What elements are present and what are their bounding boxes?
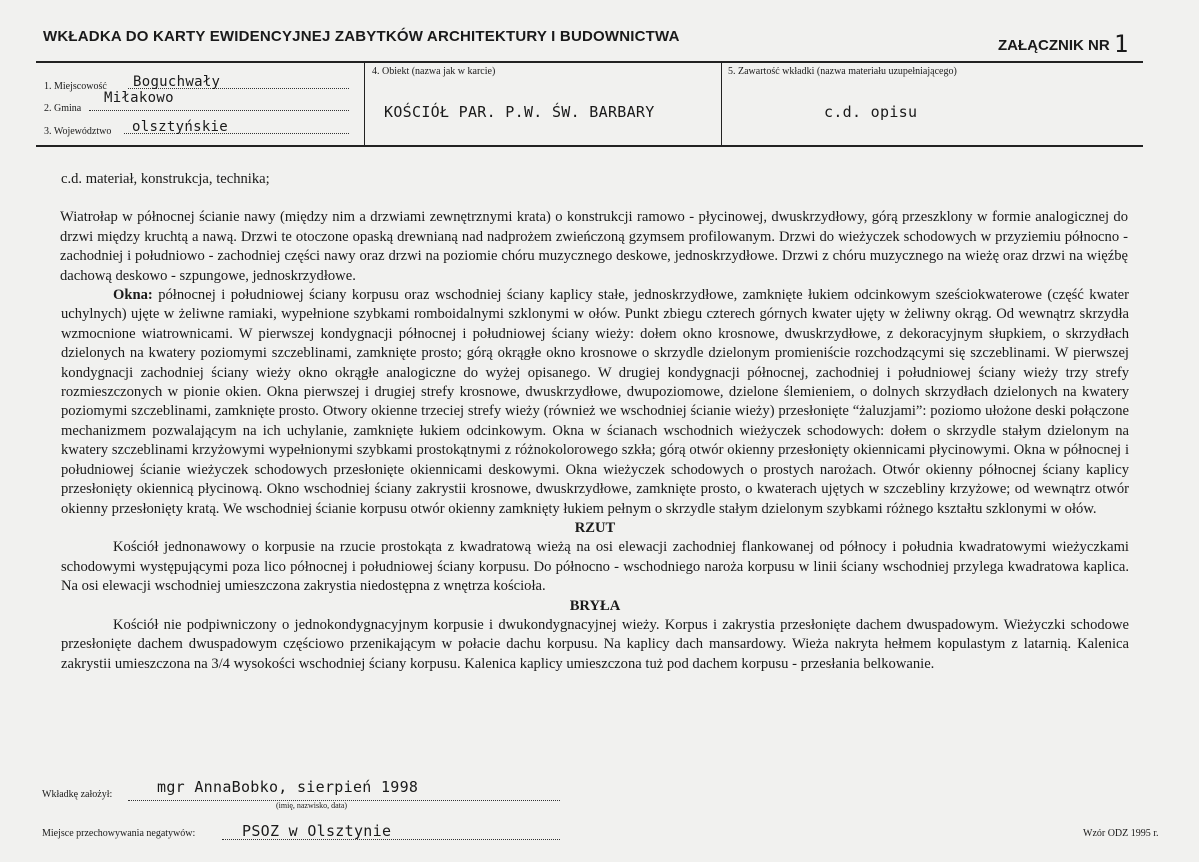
commune-field bbox=[44, 90, 349, 114]
intro-line: c.d. materiał, konstrukcja, technika; bbox=[61, 171, 270, 187]
content-label: 5. Zawartość wkładki (nazwa materiału uzupełniającego) bbox=[728, 66, 957, 77]
paragraph-bryla: Kościół nie podpiwniczony o jednokondygnacyjnym korpusie i dwukondygnacyjnej wieży. Korpus i zakrystia przesłonięte dachem dwuspadowym. Wieżyczki schodowe przesłonięte dachem dwuspadowym częściowo przenikającym w połacie dachu korpusu. Na kaplicy dach mansardowy. Wieża nakryta hełmem kopulastym z latarnią. Kalenica zakrystii umieszczona na 3/4 wysokości wschodniej ściany korpusu. Kalenica kaplicy umieszczona tuż pod dachem korpusu - przesłania belkowanie. bbox=[61, 616, 1129, 672]
paragraph-windows bbox=[61, 286, 1129, 519]
paragraph-rzut: Kościół jednonawowy o korpusie na rzucie prostokąta z kwadratową wieżą na osi elewacji zachodniej flankowanej od północy i południa kwadratowymi wieżyczkami schodowymi występującymi poza lico północnej i południowej ściany korpusu. Do północno - wschodniego naroża korpusu w linii ściany wschodniej przylega kwadratowa kaplica. Na osi elewacji wschodniej umieszczona zakrystia niedostępna z wnętrza kościoła. bbox=[61, 539, 1129, 595]
rzut-heading: RZUT bbox=[574, 519, 616, 536]
paragraph-doors: Wiatrołap w północnej ścianie nawy (między nim a drzwiami zewnętrznymi krata) o konstrukcji ramowo - płycinowej, dwuskrzydłowy, górą przeszklony w formie analogicznej do drzwi między kruchtą a nawą. Drzwi te otoczone opaską drewnianą nad nadprożem zwieńczoną gzymsem profilowanym. Drzwi do wieżyczek schodowych w przyziemiu północno - zachodniej i południowo - zachodniej części nawy oraz drzwi na poziomie chóru muzycznego deskowe, jednoskrzydłowe. Drzwi z chóru muzycznego na wieżę oraz drzwi na więźbę dachową deskowo - szpungowe, jednoskrzydłowe. bbox=[60, 209, 1128, 284]
commune-label: 2. Gmina bbox=[44, 103, 82, 114]
windows-text: północnej i południowej ściany korpusu oraz wschodniej ściany kaplicy stałe, jednoskrzydłowe, zamknięte łukiem odcinkowym sześciokwaterowe (część kwater uchylnych) ujęte w żeliwne ramiaki, wypełnione szybkami romboidalnymi szklonymi w ołów. Punkt zbiegu czterech górnych kwater ujęty w żeliwny okrąg. Od wewnątrz skrzydła wzmocnione wiatrownicami. W pierwszej kondygnacji północnej i południowej ściany wieży: dołem okno krosnowe, dwuskrzydłowe, z dekoracyjnym słupkiem, o skrzydłach dzielonych na kwatery poziomymi szczeblinami, zamknięte prosto; górą okrągłe okno krosnowe o skrzydle dzielonym promieniście rozchodzącymi się szczeblinami. W pierwszej kondygnacji zachodniej ściany wieży okno okrągłe analogiczne do wyżej opisanego. W drugiej kondygnacji północnej, zachodniej i południowej ściany wieży trzy strefy rozmieszczonych w pionie okien. Okna pierwszej i drugiej strefy krosnowe, dwuskrzydłowe, dwupoziomowe, dzielone ślemieniem, o dolnych skrzydłach dzielonych na kwatery poziomymi szczeblinami, zamknięte prosto. Otwory okienne trzeciej strefy wieży (również we wschodniej ścianie wieży) przesłonięte “żaluzjami”: poziomo ułożone deski połączone mechanizmem pozwalającym na ich uchylanie, zamknięte łukiem odcinkowym. Okna w ścianach wschodnich wieżyczek schodowych: dołem o skrzydle stałym dzielonym na kwatery szczeblinami krzyżowymi wypełnionymi szybkami prostokątnymi z różnokolorowego szkła; górą otwór okienny przesłonięty okiennicami płycinowymi. Okna w północnej i południowej ścianie wieżyczek schodowych przesłonięte okiennicami deskowymi. Okna wieżyczek schodowych o prostych narożach. Otwór okienny północnej ściany kaplicy przesłonięty okiennicą płycinową. Okno wschodniej ściany zakrystii krosnowe, dwuskrzydłowe, zamknięte prosto, o kwaterach ujętych w szczebliny krzyżowe; od wewnątrz otwór okienny przesłonięty kratą. We wschodniej ścianie korpusu otwór okienny zamknięty łukiem pełnym o skrzydle stałym dzielonym szybkami różnego kształtu szklonymi w ołów. bbox=[61, 287, 1129, 517]
header-divider-2 bbox=[721, 62, 722, 146]
locality-value: Boguchwały bbox=[133, 74, 221, 90]
voivodeship-value: olsztyńskie bbox=[132, 119, 229, 135]
form-title: WKŁADKA DO KARTY EWIDENCYJNEJ ZABYTKÓW ARCHITEKTURY I BUDOWNICTWA bbox=[43, 28, 680, 45]
spacer bbox=[61, 189, 1129, 208]
annex-label-text: ZAŁĄCZNIK NR bbox=[998, 37, 1110, 54]
object-value: KOŚCIÓŁ PAR. P.W. ŚW. BARBARY bbox=[384, 103, 655, 121]
author-hint: (imię, nazwisko, data) bbox=[276, 801, 348, 810]
voivodeship-field bbox=[44, 119, 349, 137]
bryla-heading: BRYŁA bbox=[569, 597, 621, 614]
header-top-rule bbox=[36, 61, 1143, 63]
locality-label: 1. Miejscowość bbox=[44, 81, 107, 92]
object-label: 4. Obiekt (nazwa jak w karcie) bbox=[372, 66, 496, 77]
form-id: Wzór ODZ 1995 r. bbox=[1083, 828, 1159, 839]
author-value: mgr AnnaBobko, sierpień 1998 bbox=[157, 778, 419, 796]
locality-field bbox=[44, 74, 349, 92]
description-body bbox=[61, 170, 1129, 674]
voivodeship-label: 3. Województwo bbox=[44, 126, 112, 137]
storage-value: PSOZ w Olsztynie bbox=[242, 822, 392, 840]
windows-heading: Okna: bbox=[113, 287, 153, 304]
storage-label: Miejsce przechowywania negatywów: bbox=[42, 828, 196, 839]
author-label: Wkładkę założył: bbox=[42, 789, 113, 800]
annex-number: 1 bbox=[1113, 30, 1129, 58]
annex-label bbox=[998, 28, 1128, 56]
commune-value: Miłakowo bbox=[104, 90, 174, 106]
header-divider-1 bbox=[364, 62, 365, 146]
content-value: c.d. opisu bbox=[824, 103, 918, 121]
header-bottom-rule bbox=[36, 145, 1143, 147]
commune-dots bbox=[89, 110, 349, 111]
